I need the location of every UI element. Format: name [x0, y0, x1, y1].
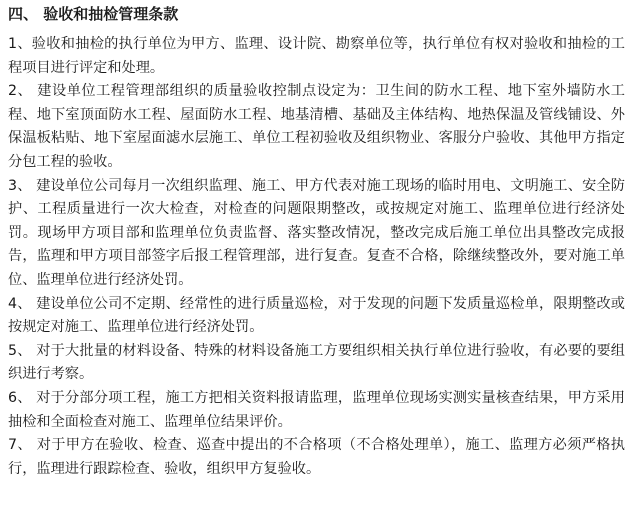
clause-1: 1、验收和抽检的执行单位为甲方、监理、设计院、勘察单位等，执行单位有权对验收和抽检的工程项目进行评定和处理。 [8, 36, 625, 76]
clause-3: 3、 建设单位公司每月一次组织监理、施工、甲方代表对施工现场的临时用电、文明施工、安全防护、工程质量进行一次大检查，对检查的问题限期整改，或按规定对施工、监理单位进行经济处罚。现场甲方项目部和监理单位负责监督、落实整改情况，整改完成后施工单位出具整改完成报告，监理和甲方项目部签字后报工程管理部，进行复查。复查不合格，除继续整改外，要对施工单位、监理单位进行经济处罚。 [8, 177, 625, 288]
clause-7: 7、 对于甲方在验收、检查、巡查中提出的不合格项（不合格处理单），施工、监理方必须严格执行，监理进行跟踪检查、验收，组织甲方复验收。 [8, 437, 625, 477]
clause-6: 6、 对于分部分项工程，施工方把相关资料报请监理，监理单位现场实测实量核查结果，甲方采用抽检和全面检查对施工、监理单位结果评价。 [8, 389, 625, 430]
clause-2: 2、 建设单位工程管理部组织的质量验收控制点设定为：卫生间的防水工程、地下室外墙防水工程、地下室顶面防水工程、屋面防水工程、地基清槽、基础及主体结构、地热保温及管线铺设、外保温板粘贴、地下室屋面滤水层施工、单位工程初验收及组织物业、客服分户验收、其他甲方指定分包工程的验收。 [8, 83, 625, 170]
section-heading: 四、 验收和抽检管理条款 [8, 5, 179, 23]
clause-4: 4、 建设单位公司不定期、经常性的进行质量巡检，对于发现的问题下发质量巡检单，限期整改或按规定对施工、监理单位进行经济处罚。 [8, 295, 625, 336]
clause-5: 5、 对于大批量的材料设备、特殊的材料设备施工方要组织相关执行单位进行验收，有必要的要组织进行考察。 [8, 342, 625, 383]
